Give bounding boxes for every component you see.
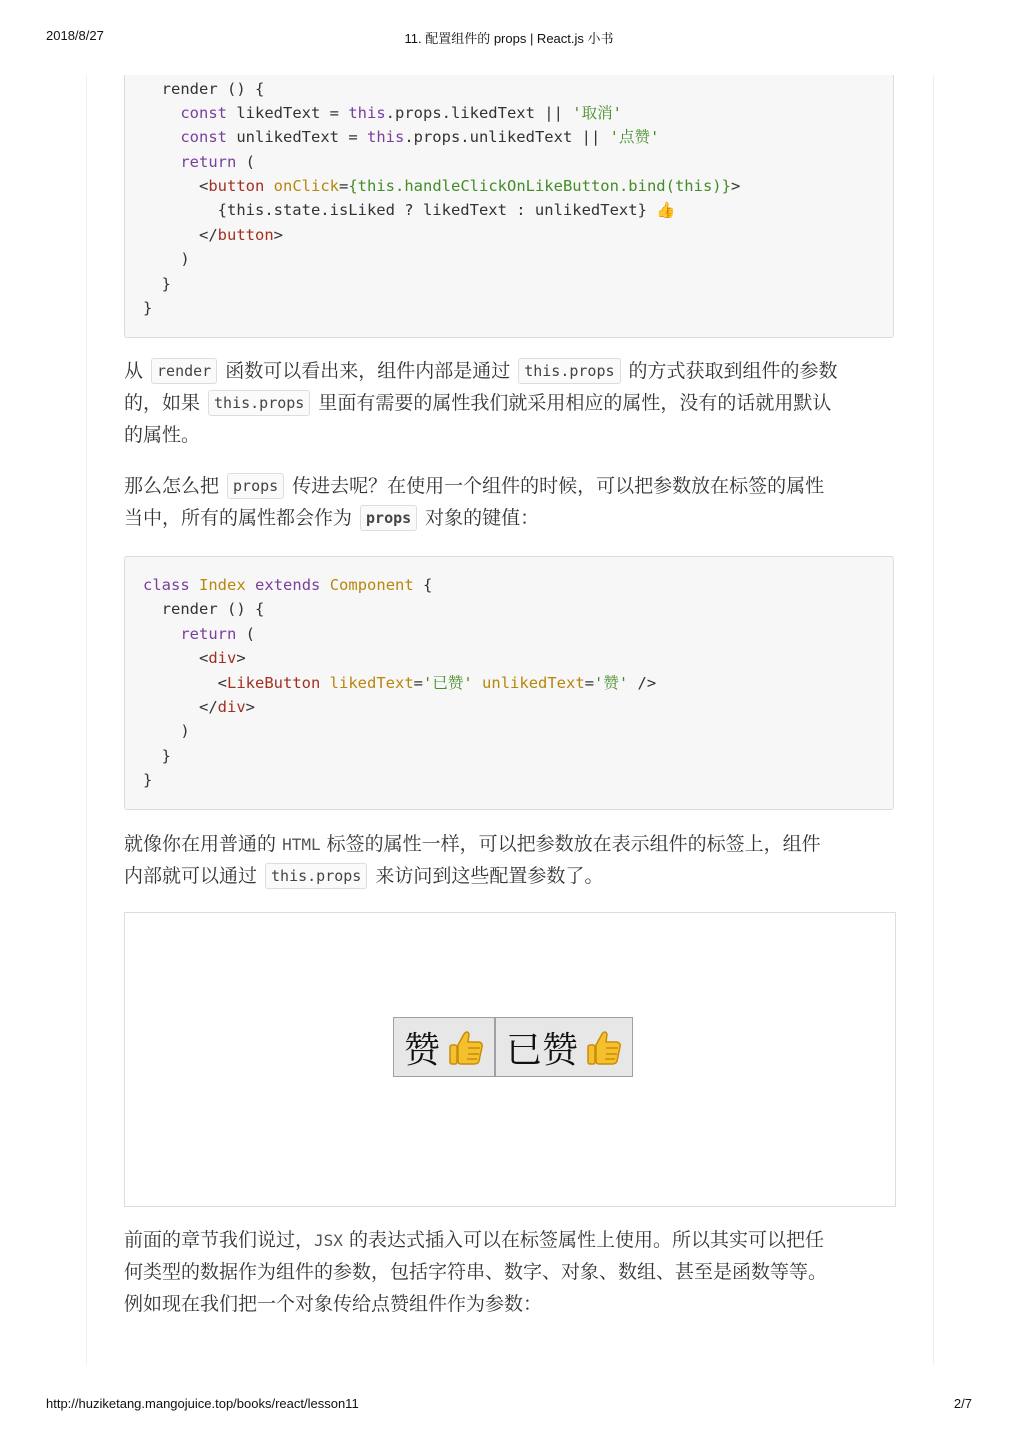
code-line: </button> xyxy=(143,226,283,244)
paragraph-html-attributes: 就像你在用普通的 HTML 标签的属性一样，可以把参数放在表示组件的标签上，组件 内部就可以通过 this.props 来访问到这些配置参数了。 xyxy=(124,833,821,887)
code-line: </div> xyxy=(143,698,255,716)
thumbs-up-icon xyxy=(586,1028,622,1066)
code-line: <div> xyxy=(143,649,246,667)
code-line: } xyxy=(143,299,153,317)
print-title: 11. 配置组件的 props | React.js 小书 xyxy=(404,31,614,46)
inline-code: props xyxy=(360,505,417,531)
code-line: return ( xyxy=(180,153,255,171)
paragraph-render-props: 从 render 函数可以看出来，组件内部是通过 this.props 的方式获取到组件的参数 的，如果 this.props 里面有需要的属性我们就采用相应的属性，没有的话就用默认 的属性。 xyxy=(124,360,838,446)
inline-code: this.props xyxy=(518,358,620,384)
paragraph-jsx-expressions: 前面的章节我们说过，JSX 的表达式插入可以在标签属性上使用。所以其实可以把任 何类型的数据作为组件的参数，包括字符串、数字、对象、数组、甚至是函数等等。 例如现在我们把一个对象传给点赞组件作为参数： xyxy=(124,1229,828,1315)
code-line: return ( xyxy=(180,625,255,643)
like-button-label: 已赞 xyxy=(506,1029,579,1071)
code-line: render () { xyxy=(143,600,265,618)
thumbs-up-icon xyxy=(448,1028,484,1066)
like-buttons-row xyxy=(393,1017,633,1077)
print-date: 2018/8/27 xyxy=(46,28,104,43)
code-line: } xyxy=(143,275,171,293)
page-number: 2/7 xyxy=(953,1396,972,1411)
code-block-index-component xyxy=(124,556,894,810)
like-button-label: 赞 xyxy=(404,1029,441,1071)
inline-code: this.props xyxy=(208,390,310,416)
inline-code: props xyxy=(227,473,284,499)
inline-code: render xyxy=(151,358,217,384)
page-url: http://huziketang.mangojuice.top/books/react/lesson11 xyxy=(46,1396,359,1411)
print-footer xyxy=(0,1396,1018,1414)
code-line: class Index extends Component { xyxy=(143,576,433,594)
like-button-unliked[interactable] xyxy=(393,1017,495,1077)
paragraph-pass-props: 那么怎么把 props 传进去呢？在使用一个组件的时候，可以把参数放在标签的属性 当中，所有的属性都会作为 props 对象的键值： xyxy=(124,475,825,529)
code-line: render () { xyxy=(143,80,265,98)
code-line: } xyxy=(143,747,171,765)
code-line: const likedText = this.props.likedText || '取消' xyxy=(180,104,622,122)
code-line: } xyxy=(143,771,153,789)
like-button-liked[interactable] xyxy=(495,1017,633,1077)
code-line: const unlikedText = this.props.unlikedText || '点赞' xyxy=(180,128,660,146)
code-line: {this.state.isLiked ? likedText : unlikedText} 👍 xyxy=(143,201,676,219)
print-header xyxy=(0,28,1018,46)
demo-preview-box xyxy=(124,912,896,1207)
code-line: <button onClick={this.handleClickOnLikeButton.bind(this)}> xyxy=(143,177,741,195)
code-line: <LikeButton likedText='已赞' unlikedText='赞' /> xyxy=(143,674,657,692)
code-block-like-button-render xyxy=(124,75,894,338)
code-line: ) xyxy=(143,250,190,268)
inline-code: this.props xyxy=(265,863,367,889)
code-line: ) xyxy=(143,722,190,740)
